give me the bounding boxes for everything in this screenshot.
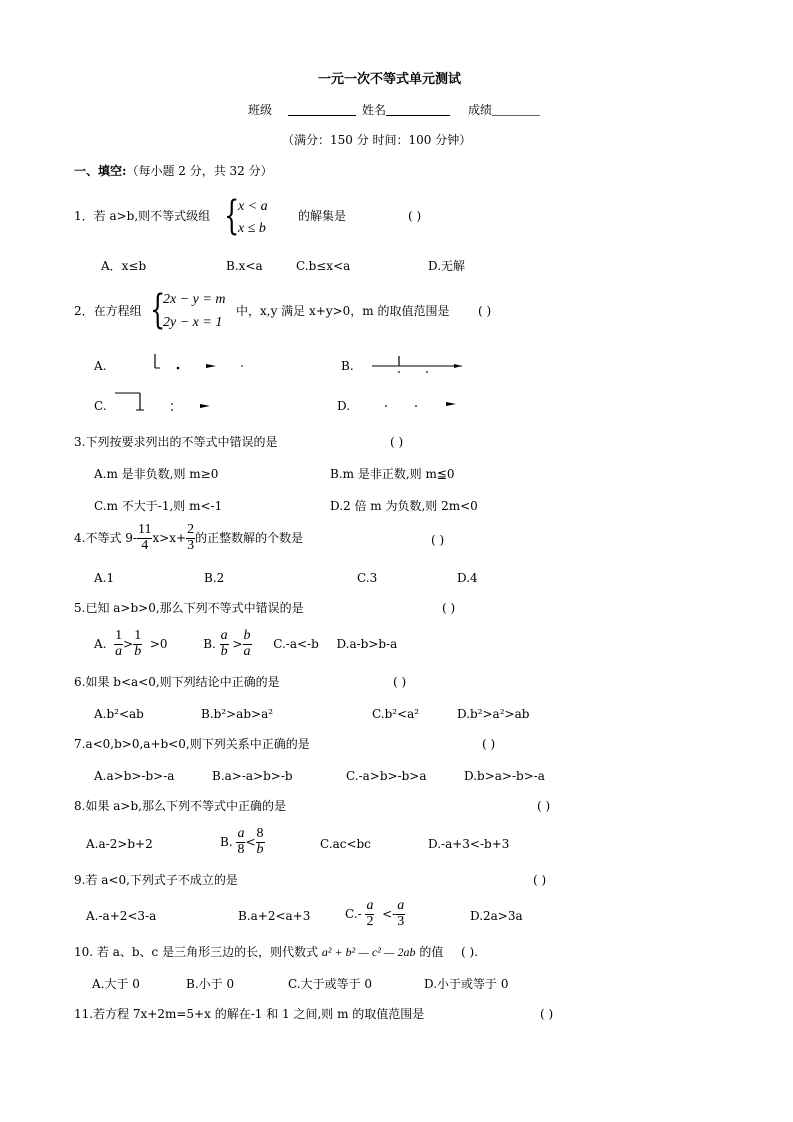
name-label: 姓名 bbox=[362, 103, 387, 117]
q1-answer-paren: ( ) bbox=[408, 209, 422, 223]
q1-prefix: 1．若 a>b,则不等式级组 bbox=[74, 209, 211, 223]
q7-option-d: D.b>a>-b>-a bbox=[464, 769, 545, 783]
q4-fraction-2: $\frac{2}{3}$ bbox=[187, 522, 195, 553]
section-note: （每小题 2 分，共 32 分） bbox=[126, 164, 273, 178]
q11-answer-paren: ( ) bbox=[540, 1007, 554, 1021]
q7-answer-paren: ( ) bbox=[482, 737, 496, 751]
q2-system-line1: 2x − y = m bbox=[163, 292, 226, 307]
name-blank[interactable] bbox=[386, 103, 450, 116]
q6-option-a: A.b²<ab bbox=[94, 707, 144, 721]
q10-expression: a² + b² — c² — 2ab bbox=[321, 945, 416, 959]
q5-option-a: A. $\frac{1}{a}$ > $\frac{1}{b}$ >0 bbox=[94, 628, 168, 659]
q10-option-c: C.大于或等于 0 bbox=[288, 977, 373, 991]
q10-suffix: 的值 bbox=[419, 945, 444, 959]
q1-option-c: C.b≤x<a bbox=[296, 259, 351, 273]
q7-option-b: B.a>-a>b>-b bbox=[212, 769, 293, 783]
exam-info: （满分：150 分 时间：100 分钟） bbox=[282, 133, 472, 147]
q4-option-c: C.3 bbox=[357, 571, 378, 585]
q9-option-a: A.-a+2<3-a bbox=[86, 909, 157, 923]
page-title: 一元一次不等式单元测试 bbox=[318, 72, 462, 87]
q2-option-c-label: C. bbox=[94, 399, 107, 413]
q10-option-b: B.小于 0 bbox=[186, 977, 235, 991]
q8-option-c: C.ac<bc bbox=[320, 837, 371, 851]
q5-stem: 5.已知 a>b>0,那么下列不等式中错误的是 bbox=[74, 601, 304, 615]
q7-option-a: A.a>b>-b>-a bbox=[94, 769, 175, 783]
q3-answer-paren: ( ) bbox=[390, 435, 404, 449]
q2-system-line2: 2y − x = 1 bbox=[163, 315, 223, 330]
q8-option-d: D.-a+3<-b+3 bbox=[428, 837, 510, 851]
q1-option-a: A．x≤b bbox=[101, 259, 147, 273]
q3-stem: 3.下列按要求列出的不等式中错误的是 bbox=[74, 435, 278, 449]
q4-option-a: A.1 bbox=[94, 571, 115, 585]
name-field bbox=[362, 103, 450, 116]
q7-stem: 7.a<0,b>0,a+b<0,则下列关系中正确的是 bbox=[74, 737, 310, 751]
score-label: 成绩 bbox=[468, 103, 493, 117]
q9-option-c: C.- $\frac{a}{2}$ <- $\frac{a}{3}$ bbox=[345, 898, 405, 929]
q3-option-a: A.m 是非负数,则 m≥0 bbox=[94, 467, 219, 481]
q11-stem: 11.若方程 7x+2m=5+x 的解在-1 和 1 之间,则 m 的取值范围是 bbox=[74, 1007, 425, 1021]
q2-option-c-number-line bbox=[110, 388, 220, 414]
q4-answer-paren: ( ) bbox=[431, 533, 445, 547]
q10-stem bbox=[74, 946, 478, 958]
q2-option-a-label: A. bbox=[94, 359, 107, 373]
q8-answer-paren: ( ) bbox=[537, 799, 551, 813]
q8-option-b: B. $\frac{a}{8}$ < $\frac{8}{b}$ bbox=[220, 826, 264, 857]
q9-option-b: B.a+2<a+3 bbox=[238, 909, 311, 923]
q4-fraction-1: $\frac{11}{4}$ bbox=[137, 522, 152, 553]
score-blank[interactable] bbox=[492, 103, 540, 116]
q2-option-d-number-line bbox=[380, 392, 470, 414]
q6-stem: 6.如果 b<a<0,则下列结论中正确的是 bbox=[74, 675, 280, 689]
q10-option-d: D.小于或等于 0 bbox=[424, 977, 509, 991]
q9-stem: 9.若 a<0,下列式子不成立的是 bbox=[74, 873, 238, 887]
q2-prefix: 2．在方程组 bbox=[74, 304, 142, 318]
q8-stem: 8.如果 a>b,那么下列不等式中正确的是 bbox=[74, 799, 286, 813]
q5-options bbox=[94, 624, 397, 666]
q1-option-d: D.无解 bbox=[428, 259, 466, 273]
section-title: 一、填空: bbox=[74, 164, 127, 178]
section-heading bbox=[74, 165, 273, 177]
score-field bbox=[468, 103, 540, 116]
q4-option-b: B.2 bbox=[204, 571, 225, 585]
q5-option-d: D.a-b>b-a bbox=[336, 637, 398, 651]
q2-option-b-label: B. bbox=[341, 359, 354, 373]
q10-option-a: A.大于 0 bbox=[92, 977, 140, 991]
q5-option-b: B. $\frac{a}{b}$ > $\frac{b}{a}$ bbox=[203, 628, 251, 659]
q1-brace: { bbox=[224, 193, 240, 239]
q7-option-c: C.-a>b>-b>a bbox=[346, 769, 427, 783]
q5-answer-paren: ( ) bbox=[442, 601, 456, 615]
q3-option-c: C.m 不大于-1,则 m<-1 bbox=[94, 499, 223, 513]
q3-option-d: D.2 倍 m 为负数,则 2m<0 bbox=[330, 499, 478, 513]
q1-system-line2: x ≤ b bbox=[238, 221, 266, 236]
q6-option-d: D.b²>a²>ab bbox=[457, 707, 530, 721]
q9-answer-paren: ( ) bbox=[533, 873, 547, 887]
q8-option-a: A.a-2>b+2 bbox=[86, 837, 153, 851]
q1-option-b: B.x<a bbox=[226, 259, 263, 273]
class-field bbox=[248, 103, 356, 116]
q10-prefix: 10. 若 a、b、c 是三角形三边的长，则代数式 bbox=[74, 945, 319, 959]
q4-stem bbox=[74, 520, 303, 560]
q1-suffix: 的解集是 bbox=[298, 209, 347, 223]
q6-option-b: B.b²>ab>a² bbox=[201, 707, 274, 721]
q2-suffix: 中，x,y 满足 x+y>0，m 的取值范围是 bbox=[236, 304, 450, 318]
q4-prefix: 4.不等式 9- bbox=[74, 531, 137, 545]
q4-suffix: 的正整数解的个数是 bbox=[195, 531, 304, 545]
q2-option-b-number-line bbox=[370, 352, 470, 378]
q5-option-c: C.-a<-b bbox=[273, 637, 319, 651]
q2-answer-paren: ( ) bbox=[478, 304, 492, 318]
q6-option-c: C.b²<a² bbox=[372, 707, 420, 721]
q3-option-b: B.m 是非正数,则 m≦0 bbox=[330, 467, 455, 481]
q2-option-a-number-line bbox=[140, 350, 250, 376]
q2-brace: { bbox=[150, 287, 166, 333]
q4-mid: x>x+ bbox=[152, 531, 187, 545]
q10-answer-paren: ( ). bbox=[460, 945, 478, 959]
q1-system-line1: x < a bbox=[238, 199, 268, 214]
q9-option-d: D.2a>3a bbox=[470, 909, 523, 923]
class-label: 班级 bbox=[248, 103, 273, 117]
class-blank[interactable] bbox=[288, 103, 356, 116]
q4-option-d: D.4 bbox=[457, 571, 478, 585]
q2-option-d-label: D. bbox=[337, 399, 351, 413]
q6-answer-paren: ( ) bbox=[393, 675, 407, 689]
